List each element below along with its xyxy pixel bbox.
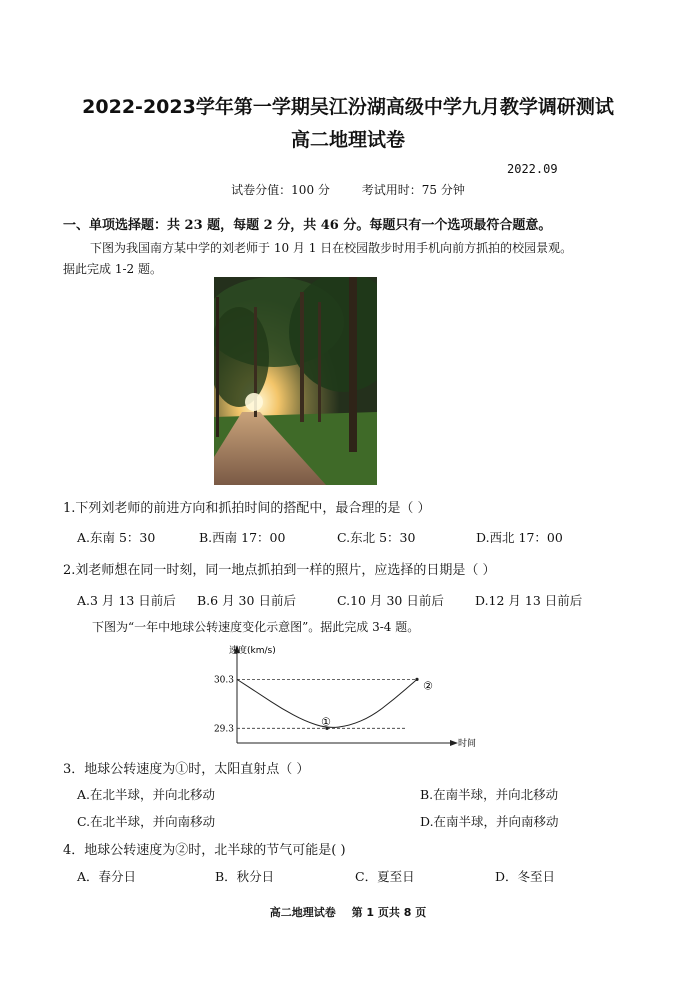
exam-date: 2022.09	[507, 162, 558, 176]
campus-photo	[214, 277, 377, 485]
q3-option-d[interactable]: D.在南半球，并向南移动	[420, 814, 559, 829]
section-heading: 一、单项选择题：共 23 题，每题 2 分，共 46 分。每题只有一个选项最符合题意。	[63, 218, 552, 233]
footer-subject: 高二地理试卷	[269, 906, 336, 919]
y-axis-label: 速度(km/s)	[229, 646, 276, 656]
intro-1-line-2: 据此完成 1-2 题。	[63, 262, 162, 276]
q4-option-b[interactable]: B．秋分日	[215, 869, 275, 884]
q4-stem: 4．地球公转速度为②时，北半球的节气可能是( )	[63, 843, 346, 858]
q2-stem: 2.刘老师想在同一时刻，同一地点抓拍到一样的照片，应选择的日期是（ ）	[63, 563, 496, 578]
q3-option-b[interactable]: B.在南半球，并向北移动	[420, 787, 559, 802]
intro-2: 下图为“一年中地球公转速度变化示意图”。据此完成 3-4 题。	[92, 620, 420, 634]
exam-title: 2022-2023学年第一学期吴江汾湖高级中学九月教学调研测试	[82, 96, 614, 118]
exam-subtitle: 高二地理试卷	[290, 129, 405, 151]
exam-info	[0, 181, 696, 198]
q4-option-c[interactable]: C．夏至日	[355, 869, 415, 884]
q3-option-c[interactable]: C.在北半球，并向南移动	[77, 814, 216, 829]
q2-option-c[interactable]: C.10 月 30 日前后	[337, 593, 444, 608]
q1-option-c[interactable]: C.东北 5：30	[337, 530, 416, 545]
point-label: ②	[423, 679, 433, 693]
exam-time: 考试用时：75 分钟	[361, 183, 465, 197]
data-point	[415, 678, 418, 681]
q1-option-a[interactable]: A.东南 5：30	[77, 530, 156, 545]
exam-score: 试卷分值：100 分	[231, 183, 330, 197]
y-tick-label: 29.3	[213, 724, 234, 735]
q2-option-d[interactable]: D.12 月 13 日前后	[475, 593, 583, 608]
intro-1-line-1: 下图为我国南方某中学的刘老师于 10 月 1 日在校园散步时用手机向前方抓拍的校园景观。	[90, 241, 573, 255]
footer-page: 第 1 页共 8 页	[351, 906, 427, 919]
point-label: ①	[321, 715, 331, 729]
q1-stem: 1.下列刘老师的前进方向和抓拍时间的搭配中，最合理的是（ ）	[63, 501, 431, 516]
orbit-speed-chart	[212, 642, 492, 754]
y-tick-label: 30.3	[213, 675, 234, 686]
q2-option-b[interactable]: B.6 月 30 日前后	[197, 593, 296, 608]
q3-stem: 3．地球公转速度为①时，太阳直射点（ ）	[63, 762, 310, 777]
q3-option-a[interactable]: A.在北半球，并向北移动	[77, 787, 216, 802]
q1-option-d[interactable]: D.西北 17：00	[476, 530, 563, 545]
x-axis-label: 时间	[458, 739, 477, 749]
q1-option-b[interactable]: B.西南 17：00	[199, 530, 286, 545]
page-footer	[0, 904, 696, 920]
q4-option-a[interactable]: A．春分日	[77, 869, 137, 884]
q4-option-d[interactable]: D．冬至日	[495, 869, 556, 884]
x-axis-arrow	[450, 740, 458, 746]
q2-option-a[interactable]: A.3 月 13 日前后	[77, 593, 176, 608]
